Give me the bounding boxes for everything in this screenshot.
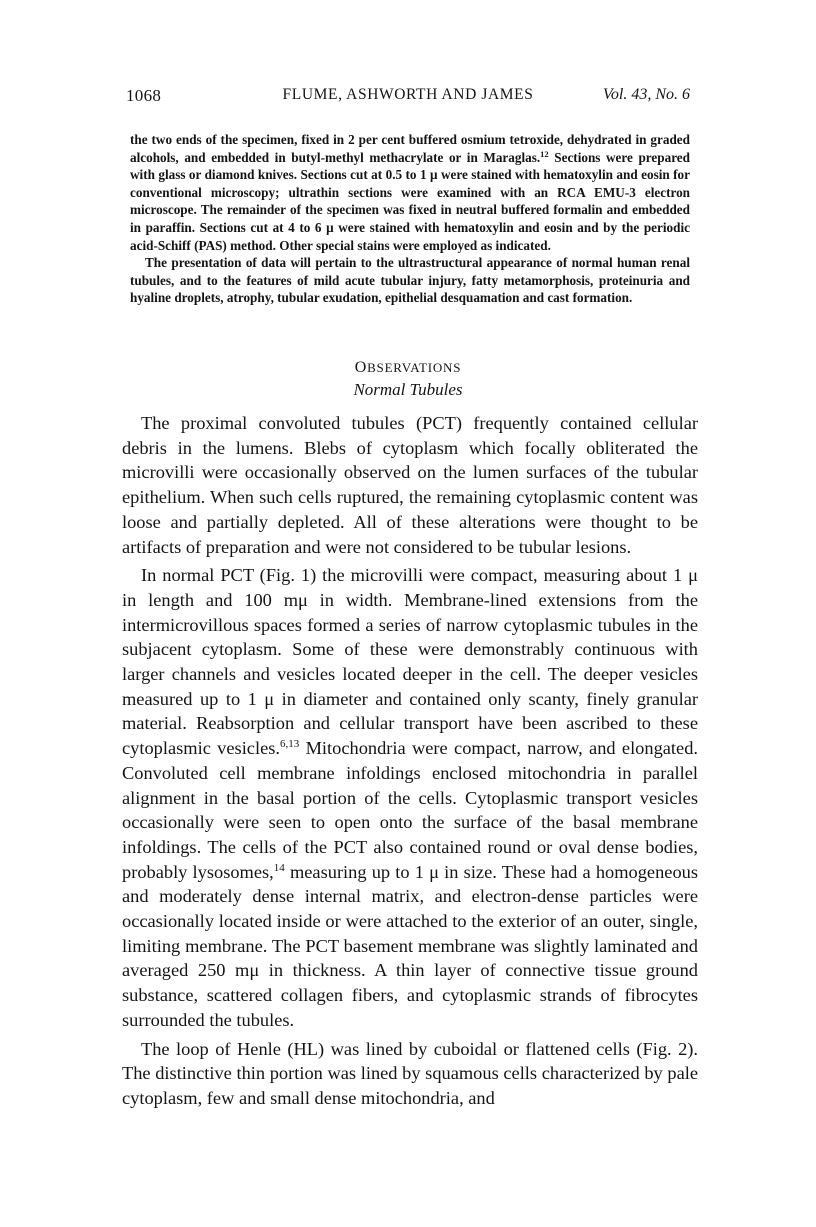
body-paragraph: The proximal convoluted tubules (PCT) frequently contained cellular debris in the lumens. Blebs of cytoplasm which focally obliterated the microvilli were occasionally observed on the lumen surfaces of the tubular epithelium. When such cells ruptured, the remaining cytoplasmic content was loose and partially depleted. All of these alterations were thought to be artifacts of preparation and were not considered to be tubular lesions. — [122, 413, 698, 557]
reference-superscript: 6,13 — [280, 738, 300, 751]
section-headings — [126, 357, 690, 401]
body-paragraph: The loop of Henle (HL) was lined by cuboidal or flattened cells (Fig. 2). The distinctive thin portion was lined by squamous cells characterized by pale cytoplasm, few and small dense mitochondria, and — [122, 1038, 698, 1108]
methods-paragraph: the two ends of the specimen, fixed in 2 per cent buffered osmium tetroxide, dehydrated in graded alcohols, and embedded in butyl-methyl methacrylate or in Maraglas.$^{12}$ Sections were prepared with glass or diamond knives. Sections cut at 0.5 to 1 μ were stained with hematoxylin and eosin for conventional microscopy; ultrathin sections were examined with an RCA EMU-3 electron microscope. The remainder of the specimen was fixed in neutral buffered formalin and embedded in paraffin. Sections cut at 4 to 6 μ were stained with hematoxylin and eosin and by the periodic acid-Schiff (PAS) method. Other special stains were employed as indicated. — [130, 132, 690, 253]
body-text-block — [122, 411, 698, 1111]
methods-paragraph: The presentation of data will pertain to the ultrastructural appearance of normal human renal tubules, and to the features of mild acute tubular injury, fatty metamorphosis, proteinuria and hyaline droplets, atrophy, tubular exudation, epithelial desquamation and cast formation. — [130, 255, 690, 306]
reference-superscript: 14 — [273, 861, 285, 874]
body-paragraph: In normal PCT (Fig. 1) the microvilli were compact, measuring about 1 μ in length and 100 mμ in width. Membrane-lined extensions from the intermicrovillous spaces formed a series of narrow cytoplasmic tubules in the subjacent cytoplasm. Some of these were demonstrably continuous with larger channels and vesicles located deeper in the cell. The deeper vesicles measured up to 1 μ in diameter and contained only scanty, finely granular material. Reabsorption and cellular transport have been ascribed to these cytoplasmic vesicles.$^{6,13}$ Mitochondria were compact, narrow, and elongated. Convoluted cell membrane infoldings enclosed mitochondria in parallel alignment in the basal portion of the cells. Cytoplasmic transport vesicles occasionally were seen to open onto the surface of the basal membrane infoldings. The cells of the PCT also contained round or oval dense bodies, probably lysosomes,$^{14}$ measuring up to 1 μ in size. These had a homogeneous and moderately dense internal matrix, and electron-dense particles were occasionally located inside or were attached to the exterior of an outer, single, limiting membrane. The PCT basement membrane was slightly laminated and averaged 250 mμ in thickness. A thin layer of connective tissue ground substance, scattered collagen fibers, and cytoplasmic strands of fibrocytes surrounded the tubules. — [122, 565, 699, 1030]
subsection-heading: Normal Tubules — [353, 380, 463, 399]
page-number: 1068 — [126, 86, 162, 105]
section-heading: OBSERVATIONS — [354, 359, 462, 376]
reference-superscript: 12 — [540, 148, 549, 159]
methods-text-block — [130, 131, 690, 307]
volume-issue: Vol. 43, No. 6 — [602, 86, 690, 103]
running-head-authors: FLUME, ASHWORTH AND JAMES — [282, 86, 534, 103]
running-head — [126, 86, 690, 112]
